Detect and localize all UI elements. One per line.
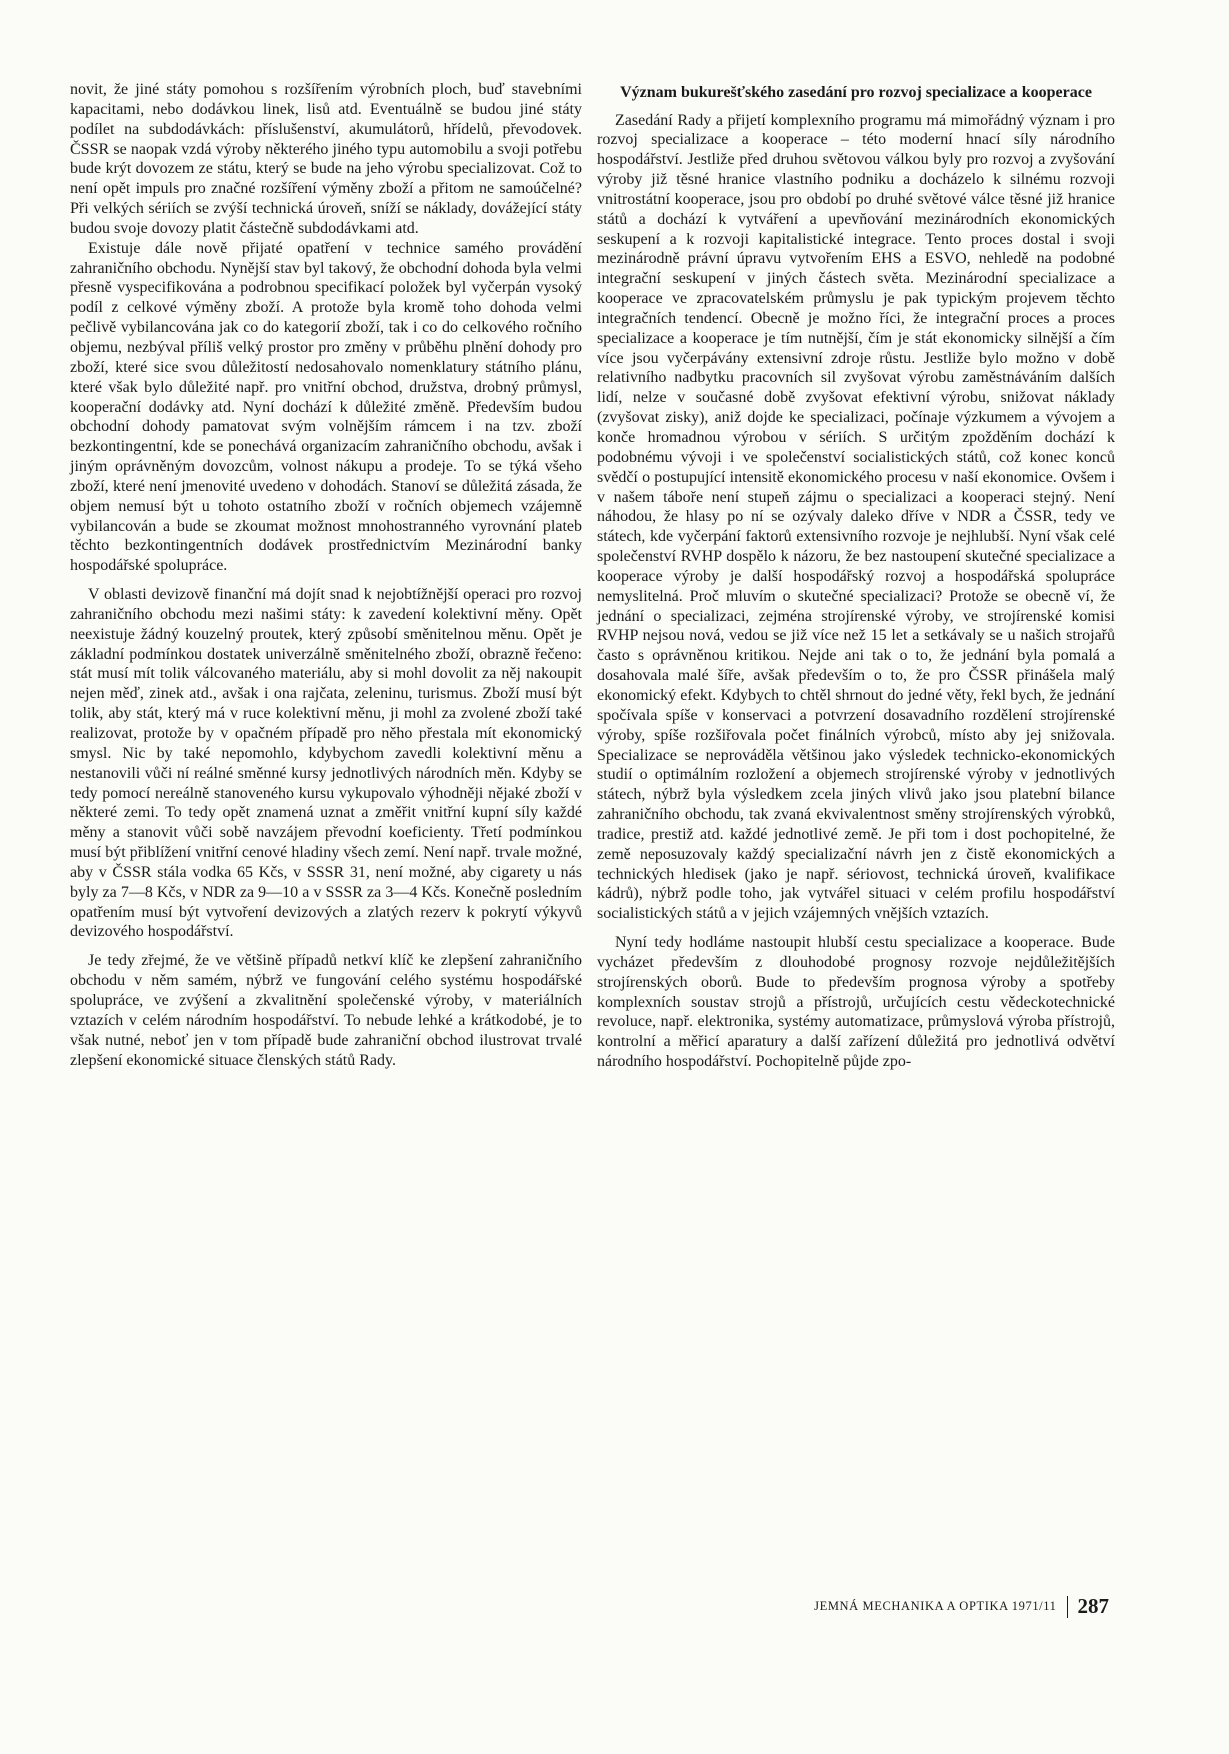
page-number: 287 <box>1077 1594 1109 1618</box>
paragraph: Nyní tedy hodláme nastoupit hlubší cestu specializace a kooperace. Bude vycházet především z dlouhodobé prognosy rozvoje nejdůležitějších strojírenských oborů. Bude to především prognosa výroby a spotřeby komplexních soustav strojů a přístrojů, určujících cestu vědeckotechnické revoluce, např. elektronika, systémy automatizace, průmyslová výroba přístrojů, kontrolní a měřicí aparatury a další zařízení důležitá pro jednotlivá odvětví národního hospodářství. Pochopitelně půjde zpo- <box>597 934 1115 1071</box>
paragraph: Existuje dále nově přijaté opatření v technice samého provádění zahraničního obchodu. Nynější stav byl takový, že obchodní dohoda byla velmi přesně vyspecifikována a podrobnou specifikací položek byl vyčerpán vysoký podíl z celkové výměny zboží. A protože byla kromě toho dohoda velmi pečlivě vybilancována jak co do kategorií zboží, tak i co do celkového ročního objemu, nezbýval příliš velký prostor pro změny v průběhu plnění dohody pro zboží, které sice svou důležitostí nedosahovalo nomenklatury státního plánu, které však bylo důležité např. pro vnitřní obchod, družstva, drobný průmysl, kooperační dodávky atd. Nyní dochází k důležité změně. Především budou obchodní dohody pamatovat svým volnějším rámcem i na tzv. zboží bezkontingentní, kde se ponechává organizacím zahraničního obchodu, avšak i jiným oprávněným dovozcům, volnost nákupu a prodeje. To se týká všeho zboží, které není jmenovité uvedeno v dohodách. Stanoví se důležitá zásada, že objem nemusí být u tohoto ostatního zboží v ročních objemech vzájemně vybilancován a bude se zkoumat možnost mnohostranného vyrovnání plateb těchto bezkontingentních dodávek prostřednictvím Mezinárodní banky hospodářské spolupráce. <box>70 239 582 575</box>
paragraph: Je tedy zřejmé, že ve většině případů netkví klíč ke zlepšení zahraničního obchodu v něm samém, nýbrž ve fungování celého systému hospodářské spolupráce, ve zvýšení a zkvalitnění společenské výroby, v materiálních vztazích v celém národním hospodářství. To nebude lehké a krátkodobé, je to však nutné, neboť jen v tom případě bude zahraniční obchod ilustrovat trvalé zlepšení ekonomické situace členských států Rady. <box>70 952 582 1069</box>
left-column <box>70 80 582 1070</box>
paragraph: V oblasti devizově finanční má dojít snad k nejobtížnější operaci pro rozvoj zahraničního obchodu mezi našimi státy: k zavedení kolektivní měny. Opět neexistuje žádný kouzelný proutek, který způsobí směnitelnou měnu. Opět je základní podmínkou dostatek univerzálně směnitelného zboží, obrazně řečeno: stát musí mít tolik válcovaného materiálu, aby si mohl dovolit za něj nakoupit nejen měď, zinek atd., avšak i ona rajčata, zeleninu, turismus. Zboží musí být tolik, aby stát, který má v ruce kolektivní měnu, ji mohl za zvolené zboží také realizovat, protože by v opačném případě pro něho přestala mít ekonomický smysl. Nic by také nepomohlo, kdybychom zavedli kolektivní měnu a nestanovili vůči ní reálné směnné kursy jednotlivých národních měn. Kdyby se tedy pomocí nereálně stanoveného kursu vykupovalo výhodněji nějaké zboží v některé zemi. To tedy opět znamená uznat a změřit vnitřní kupní síly každé měny a stanovit vůči sobě navzájem převodní koeficienty. Třetí podmínkou musí být přiblížení vnitřní cenové hladiny všech zemí. Není např. trvale možné, aby v ČSSR stála vodka 65 Kčs, v SSSR 31, není možné, aby cigarety u nás byly za 7—8 Kčs, v NDR za 9—10 a v SSSR za 3—4 Kčs. Konečně posledním opatřením musí být vytvoření devizových a zlatých rezerv k pokrytí výkyvů devizového hospodářství. <box>70 586 582 941</box>
paragraph: Zasedání Rady a přijetí komplexního programu má mimořádný význam i pro rozvoj specializace a kooperace – této moderní hnací síly národního hospodářství. Jestliže před druhou světovou válkou byly pro rozvoj a zvyšování výroby již těsné hranice vlastního podniku a docházelo k silnému rozvoji vnitrostátní kooperace, jsou pro období po druhé světové válce těsné již hranice států a dochází k vytváření a upevňování mezinárodních ekonomických seskupení a k rozvoji kapitalistické integrace. Tento proces dostal i svoji mezinárodně právní úpravu vytvořením EHS a ESVO, nehledě na podobné integrační seskupení v jiných částech světa. Mezinárodní specializace a kooperace ve zpracovatelském průmyslu je pak typickým projevem těchto integračních tendencí. Obecně je možno říci, že integrační proces a proces specializace a kooperace je tím nutnější, čím je stát ekonomicky silnější a čím více jsou vyčerpávány extensivní zdroje růstu. Jestliže bylo možno v době relativního nadbytku pracovních sil zvyšovat výrobu zaměstnáváním dalších lidí, nelze v současné době zvyšovat efektivní výrobu, snižovat náklady (zvyšovat zisky), aniž dojde ke specializaci, počínaje výzkumem a vývojem a konče hromadnou výrobou v sériích. S určitým zpožděním dochází k podobnému vývoji i ve společenství socialistických států, což konec konců svědčí o postupující intensitě ekonomického procesu v naší ekonomice. Ovšem i v našem táboře není stupeň zájmu o specializaci a kooperaci stejný. Není náhodou, že hlasy po ní se ozývaly daleko dříve v NDR a ČSSR, tedy ve státech, kde vyčerpání faktorů extensivního rozvoje je nejhlubší. Nyní však celé společenství RVHP dospělo k názoru, že bez nastoupení skutečné specializace a kooperace výroby je další hospodářský rozvoj a hospodářská spolupráce nemyslitelná. Proč mluvím o skutečné specializaci? Protože se obecně ví, že jednání o specializaci, zejména strojírenské výroby, ve strojírenské komisi RVHP nejsou nová, vedou se již více než 15 let a setkávaly se u našich strojařů často s oprávněnou kritikou. Nejde ani tak o to, že jednání byla pomalá a dosahovala malé šíře, avšak především o to, že pro ČSSR přinášela malý ekonomický efekt. Kdybych to chtěl shrnout do jedné věty, řekl bych, že jednání spočívala spíše v konservaci a potvrzení dosavadního rozdělení strojírenské výroby, spíše rozšiřovala počet finálních výrobců, místo aby jej snižovala. Specializace se neprováděla většinou jako výsledek technicko-ekonomických studií o optimálním rozložení a objemech strojírenské výroby v jednotlivých státech, nýbrž byla výsledkem zcela jiných vlivů jako jsou platební bilance zahraničního obchodu, tak zvaná ekvivalentnost směny strojírenských výrobků, tradice, prestiž atd. každé jednotlivé země. Je při tom i dost pochopitelné, že země neposuzovaly každý specializační návrh jen z čistě ekonomických a technických hledisek (jako je např. sériovost, technická úroveň, kvalifikace kádrů), nýbrž podle toho, jak vytvářel situaci v celém profilu hospodářství socialistických států a v jejich vzájemných vnějších vztazích. <box>597 111 1115 923</box>
footer-divider <box>1067 1596 1068 1618</box>
right-column <box>597 83 1115 1072</box>
paragraph: novit, že jiné státy pomohou s rozšířením výrobních ploch, buď stavebními kapacitami, nebo dodávkou linek, lisů atd. Eventuálně se budou jiné státy podílet na subdodávkách: příslušenství, akumulátorů, hřídelů, převodovek. ČSSR se naopak vzdá výroby některého jiného typu automobilu a svoji potřebu bude krýt dovozem ze státu, který se bude na jeho výrobu specializovat. Což to není opět impuls pro značné rozšíření výměny zboží a přitom ne samoúčelné? Při velkých sériích se zvýší technická úroveň, sníží se náklady, dovážející státy budou svoje dovozy platit částečně subdodávkami atd. <box>70 81 582 237</box>
section-heading: Význam bukurešťského zasedání pro rozvoj specializace a kooperace <box>620 84 1092 101</box>
page-footer <box>814 1594 1109 1619</box>
journal-title: JEMNÁ MECHANIKA A OPTIKA 1971/11 <box>814 1599 1057 1613</box>
